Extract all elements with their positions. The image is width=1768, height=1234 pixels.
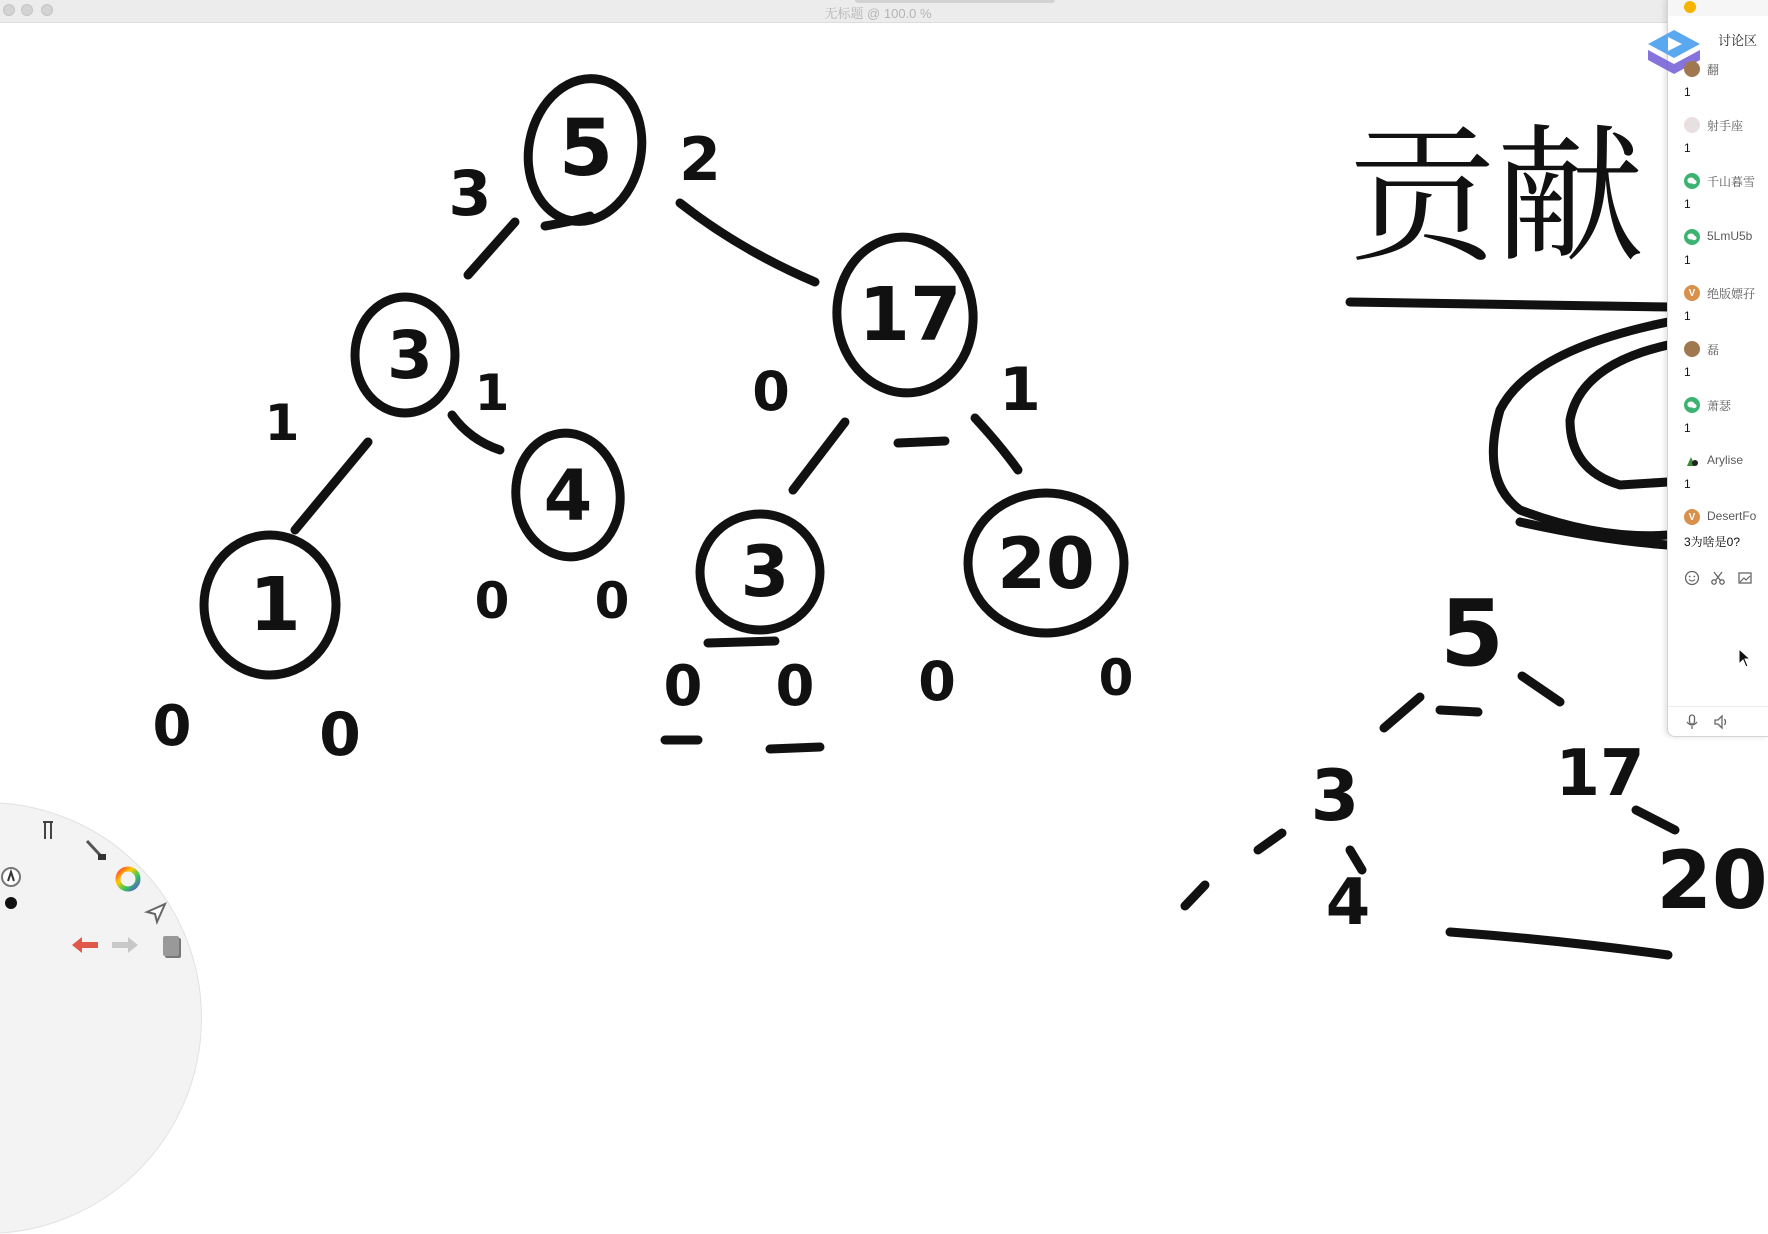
node-label: 20 bbox=[997, 523, 1095, 605]
avatar[interactable] bbox=[1684, 117, 1700, 133]
chat-message-text: 1 bbox=[1684, 253, 1691, 267]
underline-mark bbox=[708, 641, 775, 643]
node-label: 1 bbox=[249, 562, 301, 648]
mouse-cursor-icon bbox=[1738, 648, 1752, 673]
wechat-avatar-icon[interactable] bbox=[1684, 173, 1700, 189]
node-label: 3 bbox=[387, 317, 433, 394]
node-label: 4 bbox=[543, 455, 593, 537]
mini-tree-edge bbox=[1522, 676, 1560, 702]
window-title: 无标题 @ 100.0 % bbox=[824, 6, 932, 21]
chat-title: 讨论区 bbox=[1718, 33, 1758, 48]
heading-underline bbox=[1350, 302, 1670, 307]
leaf-label: 0 bbox=[775, 654, 815, 719]
chat-user-name: Arylise bbox=[1707, 453, 1744, 467]
image-icon[interactable] bbox=[1736, 569, 1754, 587]
v-avatar-icon[interactable]: V bbox=[1684, 509, 1700, 525]
avatar[interactable] bbox=[1684, 341, 1700, 357]
chat-message bbox=[1668, 224, 1768, 280]
underline-mark bbox=[898, 441, 945, 443]
edge-label: 1 bbox=[264, 394, 300, 452]
edge-label: 2 bbox=[679, 125, 721, 195]
avatar[interactable] bbox=[1684, 61, 1700, 77]
undo-icon[interactable] bbox=[70, 930, 100, 960]
avatar[interactable] bbox=[1684, 453, 1700, 469]
chat-message-text: 1 bbox=[1684, 309, 1691, 323]
redo-icon[interactable] bbox=[110, 930, 140, 960]
node-label: 5 bbox=[558, 104, 614, 194]
chat-message-text: 1 bbox=[1684, 421, 1691, 435]
chat-toolbar bbox=[1668, 566, 1768, 590]
chat-bottom-bar bbox=[1668, 706, 1768, 737]
speaker-icon[interactable] bbox=[1712, 713, 1730, 731]
chat-message bbox=[1668, 448, 1768, 504]
edge-label: 1 bbox=[999, 355, 1041, 425]
tree-edge bbox=[680, 203, 815, 282]
leaf-label: 0 bbox=[918, 650, 956, 713]
mini-tree-edge bbox=[1384, 697, 1420, 728]
chat-user-name: DesertFo bbox=[1707, 509, 1757, 523]
mini-tree-node: 17 bbox=[1555, 737, 1645, 811]
pencil-tool-icon[interactable] bbox=[35, 815, 65, 845]
chat-message bbox=[1668, 56, 1768, 112]
chat-message bbox=[1668, 336, 1768, 392]
chat-user-name: 5LmU5b bbox=[1707, 229, 1753, 243]
mini-tree-edge bbox=[1440, 710, 1478, 712]
chat-message-text: 1 bbox=[1684, 197, 1691, 211]
chat-message bbox=[1668, 504, 1768, 560]
drawing-canvas[interactable] bbox=[0, 22, 1768, 964]
leaf-label: 0 bbox=[663, 654, 703, 719]
mini-tree-edge bbox=[1636, 810, 1675, 830]
wechat-avatar-icon[interactable] bbox=[1684, 229, 1700, 245]
chat-user-name: 磊 bbox=[1707, 343, 1720, 357]
scissors-icon[interactable] bbox=[1709, 569, 1727, 587]
color-picker-icon[interactable] bbox=[113, 864, 143, 894]
edge-label: 1 bbox=[474, 364, 510, 422]
mini-tree-edge bbox=[1185, 885, 1205, 906]
leaf-label: 0 bbox=[319, 700, 361, 770]
partial-circle-mark bbox=[1570, 345, 1668, 485]
tree-edge bbox=[975, 418, 1018, 470]
chat-message bbox=[1668, 280, 1768, 336]
leaf-label: 0 bbox=[594, 572, 630, 630]
chat-message-text: 1 bbox=[1684, 365, 1691, 379]
chat-user-name: 千山暮雪 bbox=[1707, 175, 1756, 189]
tree-edge bbox=[295, 442, 368, 530]
leaf-label: 0 bbox=[152, 694, 192, 759]
brush-size-icon[interactable] bbox=[0, 888, 26, 918]
mini-tree-edge bbox=[1258, 833, 1282, 850]
chat-message-text: 1 bbox=[1684, 85, 1691, 99]
chat-user-name: 射手座 bbox=[1707, 119, 1744, 133]
chat-user-name: 萧瑟 bbox=[1707, 399, 1732, 413]
microphone-icon[interactable] bbox=[1683, 713, 1701, 731]
mini-tree-node: 3 bbox=[1310, 755, 1360, 837]
chat-message-text: 3为啥是0? bbox=[1684, 535, 1741, 549]
mini-tree-edge bbox=[1450, 932, 1668, 955]
v-avatar-icon[interactable]: V bbox=[1684, 285, 1700, 301]
title-tab-indicator bbox=[855, 0, 1055, 3]
node-label: 3 bbox=[740, 531, 790, 613]
edge-label: 0 bbox=[752, 360, 790, 423]
chat-message bbox=[1668, 392, 1768, 448]
mini-tree-node: 20 bbox=[1656, 834, 1768, 927]
underline-mark bbox=[770, 747, 820, 749]
chat-panel bbox=[1667, 0, 1768, 737]
chat-message-text: 1 bbox=[1684, 141, 1691, 155]
heading-text: 贡献 bbox=[1348, 111, 1644, 283]
chat-message-text: 1 bbox=[1684, 477, 1691, 491]
window-titlebar bbox=[0, 0, 1756, 23]
brush-tool-icon[interactable] bbox=[80, 835, 110, 865]
chat-user-name: 绝版嫖孖 bbox=[1707, 287, 1756, 301]
chat-user-name: 翻 bbox=[1707, 63, 1720, 77]
chat-message bbox=[1668, 168, 1768, 224]
tree-edge bbox=[793, 422, 845, 490]
layers-icon[interactable] bbox=[158, 932, 188, 962]
mini-tree-node: 4 bbox=[1325, 866, 1371, 940]
node-label: 17 bbox=[858, 272, 962, 358]
leaf-label: 0 bbox=[1098, 649, 1134, 707]
edge-label: 3 bbox=[448, 157, 492, 230]
chat-message bbox=[1668, 112, 1768, 168]
wechat-avatar-icon[interactable] bbox=[1684, 397, 1700, 413]
mini-tree-node: 5 bbox=[1439, 580, 1505, 687]
chat-panel-header bbox=[1668, 0, 1768, 16]
emoji-icon[interactable] bbox=[1683, 569, 1701, 587]
leaf-label: 0 bbox=[474, 572, 510, 630]
select-arrow-icon[interactable] bbox=[141, 898, 171, 928]
minimize-dot-icon[interactable] bbox=[1684, 1, 1696, 13]
